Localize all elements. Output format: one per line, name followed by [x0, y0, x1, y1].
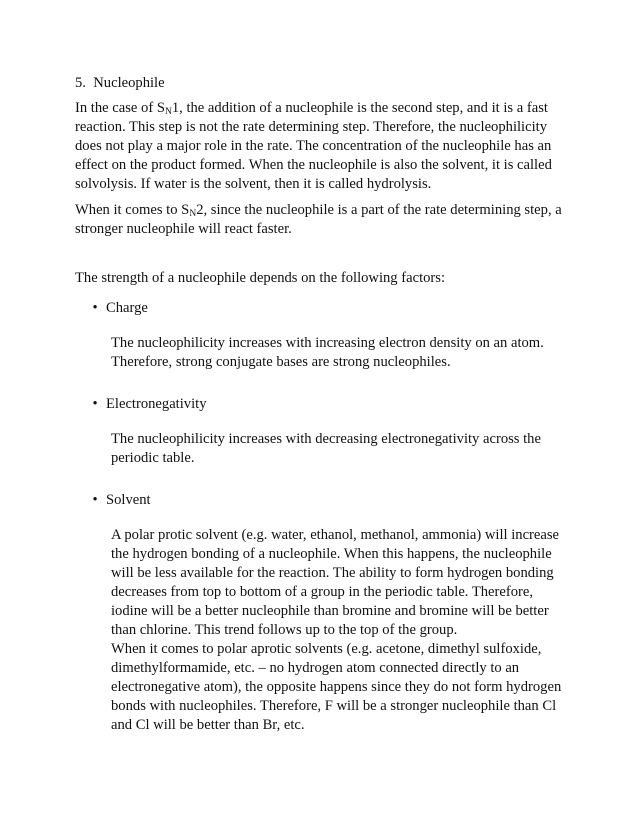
factor-title-electronegativity [75, 395, 563, 414]
sn1-paragraph [75, 99, 563, 194]
factors-intro: The strength of a nucleophile depends on the following factors: [75, 270, 446, 286]
section-number: 5. [75, 75, 86, 91]
sn2-subscript: N [189, 209, 197, 219]
list-item [75, 299, 563, 372]
factor-body-solvent [111, 526, 563, 735]
sn2-lead: When it comes to S [75, 202, 190, 218]
spacer [75, 246, 563, 269]
factor-title-text: Charge [106, 300, 148, 316]
section-title: Nucleophile [93, 75, 165, 91]
bullet-icon: • [92, 300, 98, 316]
list-item [75, 395, 563, 468]
factor-title-text: Solvent [106, 492, 151, 508]
bullet-icon: • [92, 492, 98, 508]
factor-body-electronegativity: The nucleophilicity increases with decreasing electronegativity across the periodic table. [111, 431, 541, 466]
solvent-aprotic-text: When it comes to polar aprotic solvents (e.g. acetone, dimethyl sulfoxide, dimethylformamide, etc. – no hydrogen atom connected directly to an electronegative atom), the opposite happens since they do not form hydrogen bonds with nucleophiles. Therefore, F will be a stronger nucleophile than Cl and Cl will be better than Br, etc. [111, 641, 562, 733]
factor-title-solvent [75, 491, 563, 510]
list-item [75, 491, 563, 735]
bullet-icon: • [92, 396, 98, 412]
document-page [75, 74, 563, 735]
sn2-text: 2, since the nucleophile is a part of the rate determining step, a stronger nucleophile will react faster. [75, 202, 562, 237]
solvent-protic-text: A polar protic solvent (e.g. water, ethanol, methanol, ammonia) will increase the hydrogen bonding of a nucleophile. When this happens, the nucleophile will be less available for the reaction. The ability to form hydrogen bonding decreases from top to bottom of a group in the periodic table. Therefore, iodine will be a better nucleophile than bromine and bromine will be better than chlorine. This trend follows up to the top of the group. [111, 527, 560, 638]
factors-list [75, 299, 563, 735]
sn1-text: 1, the addition of a nucleophile is the second step, and it is a fast reaction. This step is not the rate determining step. Therefore, the nucleophilicity does not play a major role in the rate. The concentration of the nucleophile has an effect on the product formed. When the nucleophile is also the solvent, it is called solvolysis. If water is the solvent, then it is called hydrolysis. [75, 100, 552, 192]
sn1-subscript: N [164, 107, 172, 117]
factor-body-charge: The nucleophilicity increases with increasing electron density on an atom. Therefore, strong conjugate bases are strong nucleophiles. [111, 335, 544, 370]
section-heading [75, 74, 563, 93]
sn2-paragraph [75, 201, 563, 239]
factor-title-charge [75, 299, 563, 318]
sn1-lead: In the case of S [75, 100, 165, 116]
factor-title-text: Electronegativity [106, 396, 207, 412]
